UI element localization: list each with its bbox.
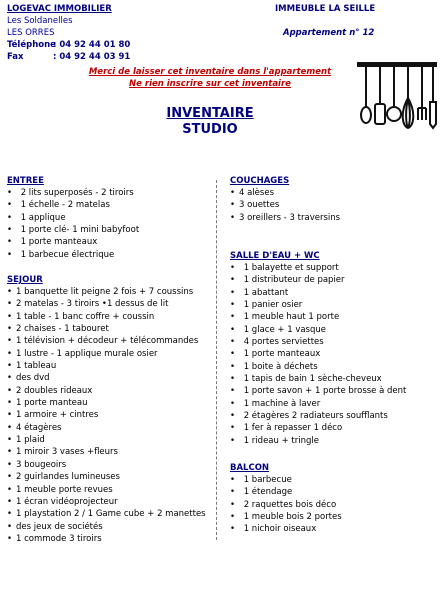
instruction-keep-inventory: Merci de laisser cet inventaire dans l'appartement — [88, 67, 332, 77]
address-city: LES ORRES — [7, 28, 55, 38]
section-title: COUCHAGES — [230, 176, 290, 186]
list-item: • 4 étagères — [7, 422, 62, 433]
item-list — [7, 187, 139, 261]
list-item: • 1 table - 1 banc coffre + coussin — [7, 311, 155, 322]
address-line: Les Soldanelles — [7, 16, 73, 26]
list-item: • 1 panier osier — [230, 300, 303, 311]
list-item: • 1 meuble porte revues — [7, 484, 113, 495]
list-item: • 3 oreillers - 3 traversins — [230, 212, 341, 223]
list-item: • 1 distributeur de papier — [230, 275, 345, 286]
phone-line — [7, 40, 130, 51]
list-item: • 1 miroir 3 vases +fleurs — [7, 447, 118, 458]
list-item: • 1 banquette lit peigne 2 fois + 7 coussins — [7, 287, 194, 297]
list-item: • 1 tapis de bain 1 sèche-cheveux — [230, 374, 382, 385]
list-item: • 1 machine à laver — [230, 398, 321, 409]
item-list — [230, 474, 342, 536]
list-item: • 1 barbecue — [230, 475, 292, 485]
phone-value: : 04 92 44 01 80 — [53, 40, 131, 50]
apartment-number: Appartement n° 12 — [283, 28, 375, 38]
list-item: • 1 télévision + décodeur + télécommandes — [7, 336, 199, 347]
building-name: IMMEUBLE LA SEILLE — [275, 4, 376, 14]
list-item: • 1 porte clé- 1 mini babyfoot — [7, 225, 140, 236]
list-item: • des jeux de sociétés — [7, 521, 103, 532]
hanging-kitchen-utensils-icon — [356, 60, 438, 135]
list-item: • 2 guirlandes lumineuses — [7, 472, 120, 483]
section-title: SALLE D'EAU + WC — [230, 251, 320, 261]
list-item: • 1 applique — [7, 212, 66, 223]
section-sejour — [7, 274, 206, 545]
list-item: • 1 glace + 1 vasque — [230, 324, 326, 335]
list-item: • 1 tableau — [7, 361, 57, 372]
list-item: • 4 portes serviettes — [230, 337, 324, 348]
list-item: • 1 playstation 2 / 1 Game cube + 2 manettes — [7, 509, 206, 520]
list-item: • 1 écran vidéoprojecteur — [7, 496, 118, 507]
fax-label: Fax — [7, 52, 24, 62]
list-item: • 1 lustre - 1 applique murale osier — [7, 348, 158, 359]
list-item: • 3 bougeoirs — [7, 459, 67, 470]
item-list — [230, 187, 340, 224]
list-item: • 1 plaid — [7, 435, 45, 446]
list-item: • 1 commode 3 tiroirs — [7, 533, 102, 544]
list-item: • 3 ouettes — [230, 200, 280, 211]
list-item: • 1 porte savon + 1 porte brosse à dent — [230, 386, 407, 397]
list-item: • 1 étendage — [230, 487, 293, 498]
list-item: • 1 meuble bois 2 portes — [230, 512, 342, 523]
column-divider — [216, 180, 217, 540]
list-item: • 2 chaises - 1 tabouret — [7, 324, 109, 335]
fax-line — [7, 52, 130, 63]
list-item: • 4 alèses — [230, 188, 274, 198]
list-item: • 1 meuble haut 1 porte — [230, 312, 340, 323]
list-item: • 1 porte manteaux — [230, 349, 321, 360]
list-item: • 1 barbecue électrique — [7, 249, 115, 260]
document-subtitle: STUDIO — [182, 122, 238, 137]
list-item: • 2 matelas - 3 tiroirs •1 dessus de lit — [7, 299, 169, 310]
section-balcon — [230, 462, 342, 536]
list-item: • des dvd — [7, 373, 50, 384]
list-item: • 2 doubles rideaux — [7, 385, 93, 396]
list-item: • 1 nichoir oiseaux — [230, 524, 317, 535]
section-title: BALCON — [230, 463, 270, 473]
document-title: INVENTAIRE — [166, 106, 254, 121]
section-salle-eau-wc — [230, 250, 406, 447]
list-item: • 2 étagères 2 radiateurs soufflants — [230, 411, 388, 422]
instruction-do-not-write: Ne rien inscrire sur cet inventaire — [129, 79, 291, 89]
item-list — [7, 286, 206, 545]
fax-value: : 04 92 44 03 91 — [53, 52, 131, 62]
list-item: • 1 fer à repasser 1 déco — [230, 423, 343, 434]
list-item: • 1 porte manteaux — [7, 237, 98, 248]
list-item: • 2 lits superposés - 2 tiroirs — [7, 188, 134, 198]
list-item: • 1 armoire + cintres — [7, 410, 99, 421]
phone-label: Téléphone — [7, 40, 56, 50]
list-item: • 1 échelle - 2 matelas — [7, 200, 110, 211]
list-item: • 1 balayette et support — [230, 263, 339, 273]
list-item: • 2 raquettes bois déco — [230, 499, 337, 510]
section-title: SEJOUR — [7, 275, 43, 285]
list-item: • 1 rideau + tringle — [230, 435, 319, 446]
list-item: • 1 boite à déchets — [230, 361, 318, 372]
list-item: • 1 porte manteau — [7, 398, 88, 409]
section-title: ENTREE — [7, 176, 44, 186]
company-name: LOGEVAC IMMOBILIER — [7, 4, 112, 14]
section-entree — [7, 175, 139, 261]
item-list — [230, 262, 406, 447]
section-couchages — [230, 175, 340, 224]
list-item: • 1 abattant — [230, 287, 289, 298]
